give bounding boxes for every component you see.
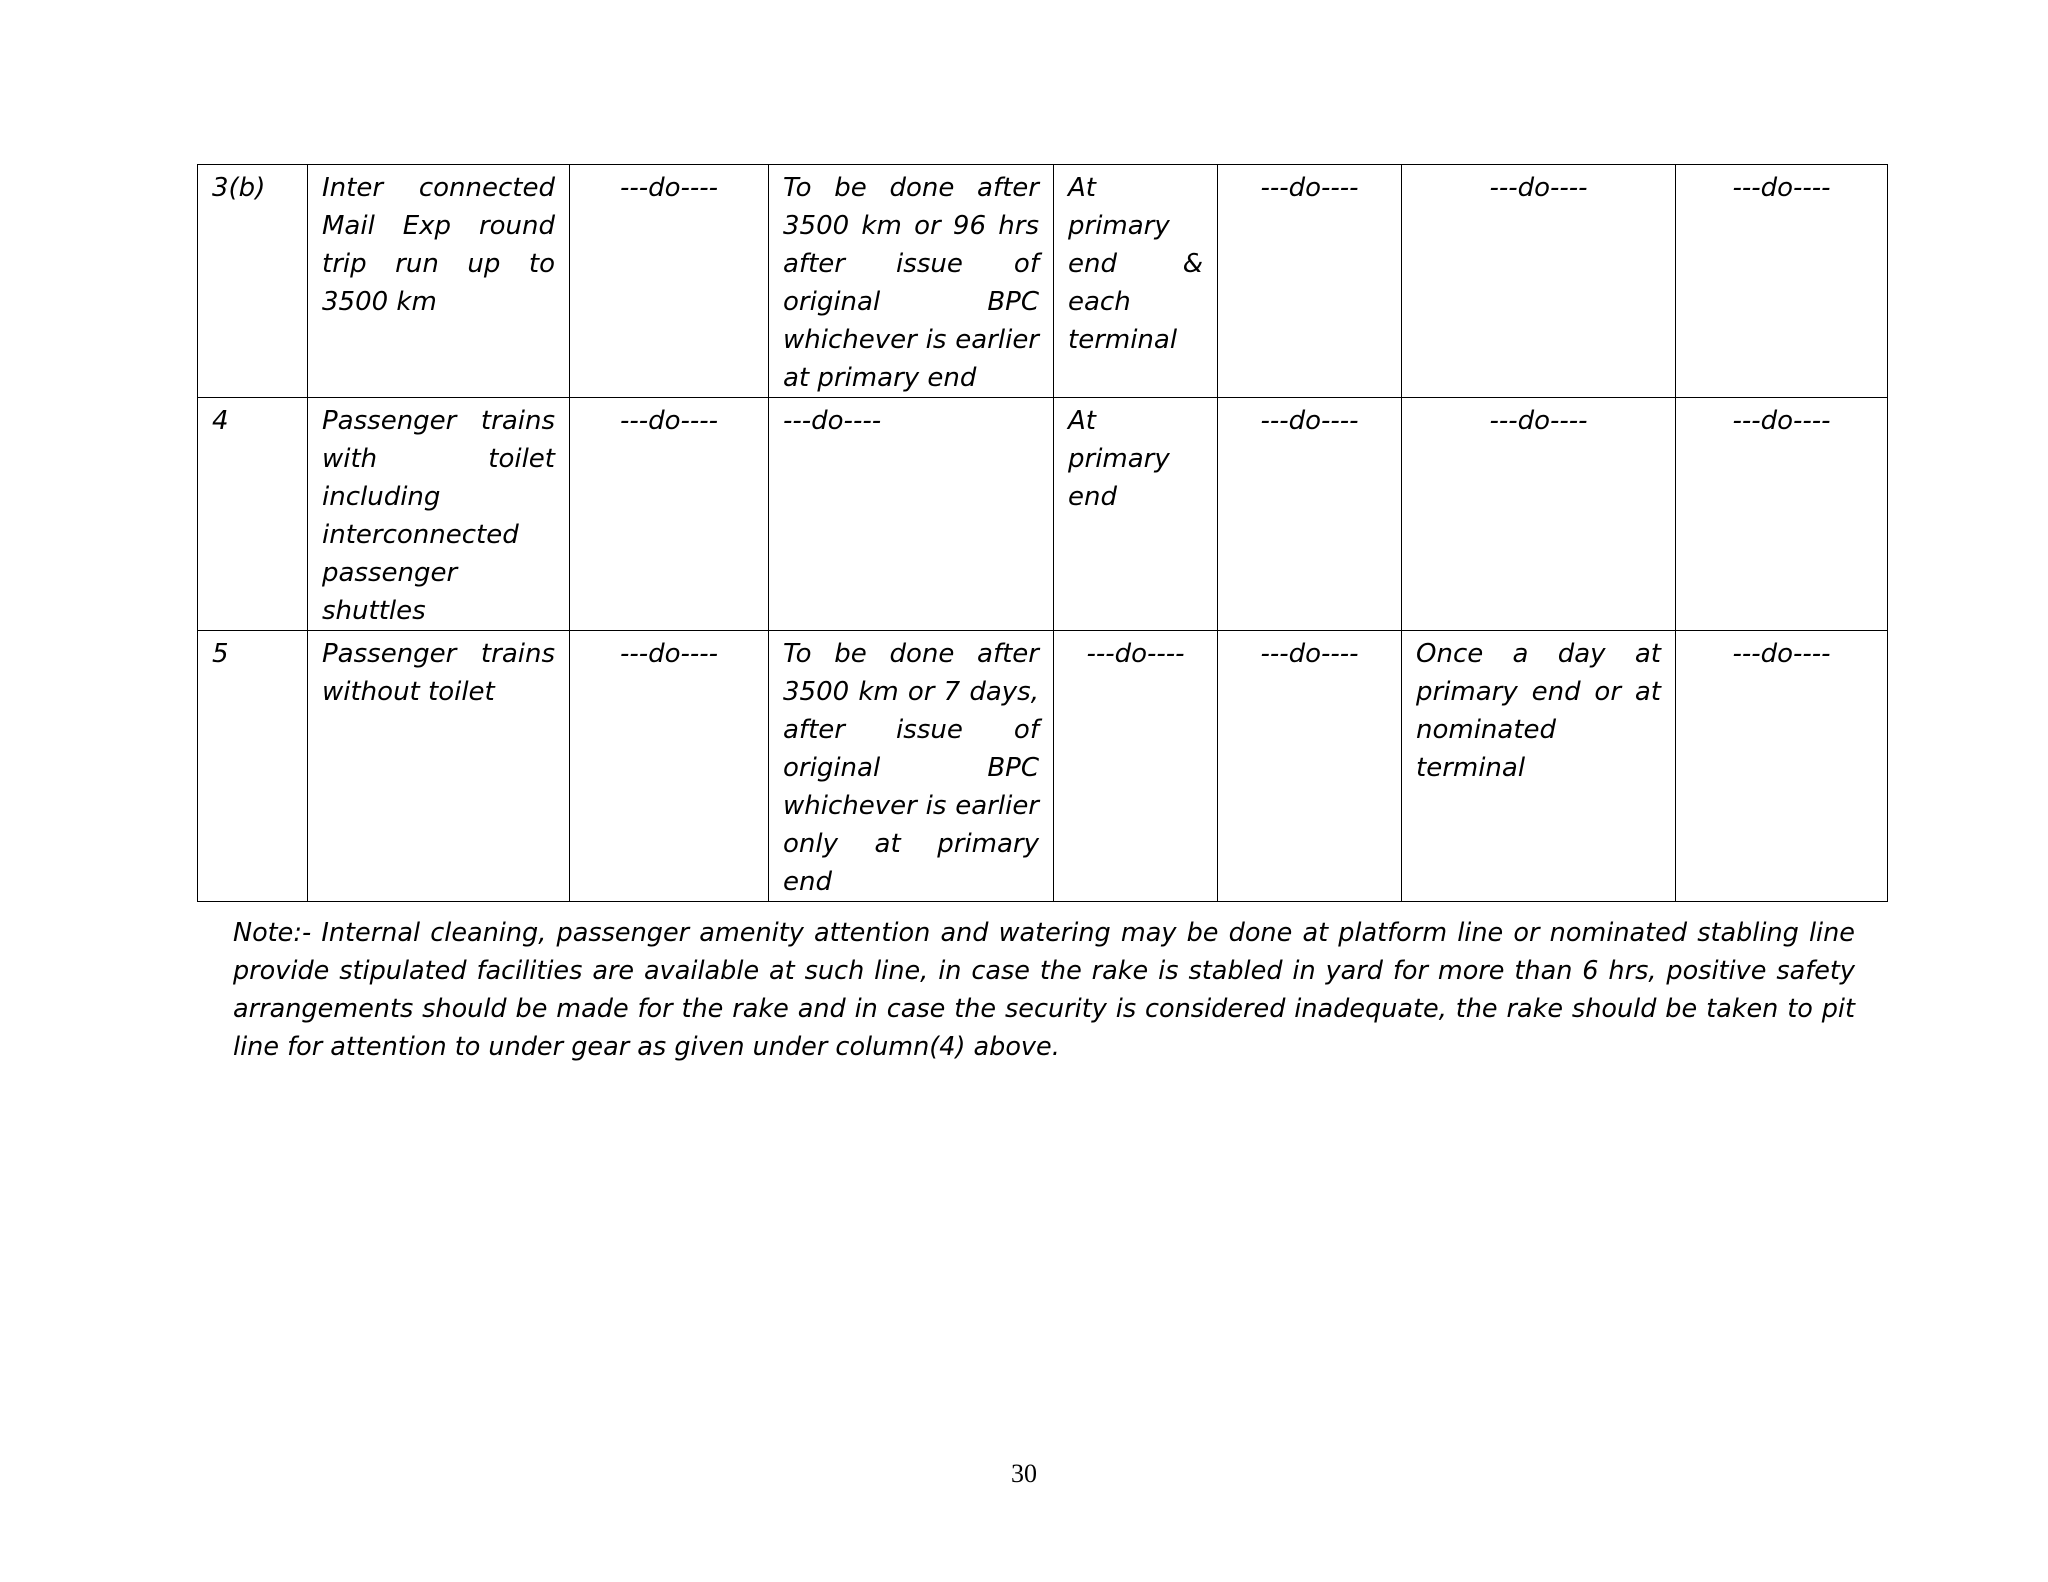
schedule-table (197, 164, 1888, 902)
serial-number-cell: 3(b) (198, 165, 308, 398)
note-paragraph: Note:- Internal cleaning, passenger amenity attention and watering may be done at platform line or nominated stabling line provide stipulated facilities are available at such line, in case the rake is stabled in yard for more than 6 hrs, positive safety arrangements should be made for the rake and in case the security is considered inadequate, the rake should be taken to pit line for attention to under gear as given under column(4) above. (233, 917, 1855, 1062)
table-cell: ---do---- (570, 165, 769, 398)
page-number: 30 (1011, 1459, 1037, 1488)
table-cell: ---do---- (570, 631, 769, 902)
train-type-cell: Passenger trains with toilet including interconnected passenger shuttles (308, 398, 570, 631)
train-type-cell: Inter connected Mail Exp round trip run up to 3500 km (308, 165, 570, 398)
table-cell: ---do---- (1402, 165, 1676, 398)
table-cell: At primary end & each terminal (1054, 165, 1218, 398)
table-row (198, 165, 1888, 398)
table-row (198, 631, 1888, 902)
table-cell: ---do---- (1218, 398, 1402, 631)
table-cell: ---do---- (1054, 631, 1218, 902)
table-cell: ---do---- (1676, 165, 1888, 398)
table-cell: ---do---- (1676, 398, 1888, 631)
table-cell: ---do---- (1218, 165, 1402, 398)
table-cell: To be done after 3500 km or 96 hrs after issue of original BPC whichever is earlier at primary end (769, 165, 1054, 398)
table-row (198, 398, 1888, 631)
table-cell: To be done after 3500 km or 7 days, after issue of original BPC whichever is earlier only at primary end (769, 631, 1054, 902)
table-cell: ---do---- (1402, 398, 1676, 631)
table-cell: ---do---- (1676, 631, 1888, 902)
table-cell: ---do---- (769, 398, 1054, 631)
table-cell: At primary end (1054, 398, 1218, 631)
serial-number-cell: 4 (198, 398, 308, 631)
table-cell: Once a day at primary end or at nominated terminal (1402, 631, 1676, 902)
table-cell: ---do---- (1218, 631, 1402, 902)
serial-number-cell: 5 (198, 631, 308, 902)
train-type-cell: Passenger trains without toilet (308, 631, 570, 902)
table-cell: ---do---- (570, 398, 769, 631)
